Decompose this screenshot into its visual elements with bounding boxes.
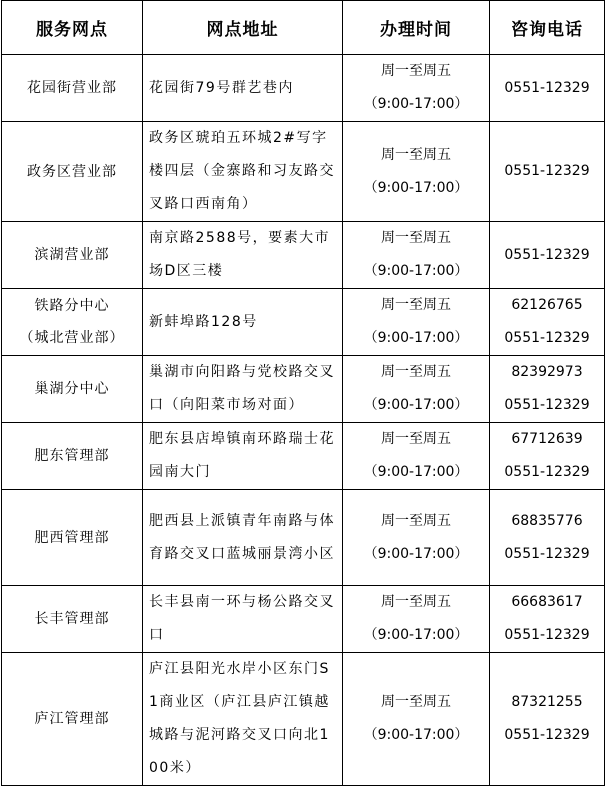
service-hours-line: 周一至周五 [381, 512, 451, 529]
service-hours-line: 周一至周五 [381, 594, 451, 610]
service-hours-line: 周一至周五 [381, 230, 451, 246]
phone-number-line: 0551-12329 [504, 727, 590, 743]
service-hours [343, 55, 490, 122]
phone-number-line: 67712639 [511, 431, 583, 447]
header-address: 网点地址 [143, 1, 343, 55]
header-service-point: 服务网点 [2, 1, 143, 55]
phone-number-line: 66683617 [511, 594, 583, 610]
service-point-name [2, 222, 143, 289]
service-point-name [2, 289, 143, 356]
service-point-name-line: 庐江管理部 [34, 711, 110, 727]
service-point-address: 南京路2588号，要素大市场D区三楼 [143, 222, 343, 289]
service-point-address: 花园街79号群艺巷内 [143, 55, 343, 122]
service-hours [343, 122, 490, 222]
phone-number-line: 0551-12329 [504, 397, 590, 413]
service-point-name-line: （城北营业部） [19, 330, 125, 346]
service-point-name-line: 铁路分中心 [34, 298, 110, 314]
phone-number-line: 0551-12329 [504, 246, 590, 263]
service-point-address: 肥东县店埠镇南环路瑞士花园南大门 [143, 423, 343, 490]
phone-number [490, 222, 605, 289]
service-point-address: 肥西县上派镇青年南路与体育路交叉口蓝城丽景湾小区 [143, 490, 343, 586]
header-row [2, 1, 605, 55]
service-point-name-line: 滨湖营业部 [34, 247, 110, 263]
service-hours-line: （9:00-17:00） [363, 397, 469, 413]
table-row [2, 586, 605, 653]
service-hours-line: （9:00-17:00） [363, 330, 469, 346]
table-row [2, 289, 605, 356]
service-hours-line: （9:00-17:00） [363, 179, 469, 196]
service-hours [343, 289, 490, 356]
service-hours-line: （9:00-17:00） [363, 627, 469, 643]
service-point-name [2, 55, 143, 122]
phone-number-line: 0551-12329 [504, 330, 590, 346]
phone-number-line: 0551-12329 [504, 79, 590, 96]
service-hours-line: （9:00-17:00） [363, 96, 469, 112]
service-hours-line: （9:00-17:00） [363, 727, 469, 743]
service-point-address: 政务区琥珀五环城2#写字楼四层（金寨路和习友路交叉路口西南角） [143, 122, 343, 222]
service-hours [343, 222, 490, 289]
phone-number [490, 55, 605, 122]
phone-number-line: 87321255 [511, 694, 583, 710]
phone-number-line: 0551-12329 [504, 545, 590, 562]
service-point-name [2, 122, 143, 222]
phone-number [490, 653, 605, 786]
phone-number [490, 586, 605, 653]
service-hours-line: 周一至周五 [381, 364, 451, 380]
service-point-address: 新蚌埠路128号 [143, 289, 343, 356]
phone-number [490, 122, 605, 222]
service-hours-line: 周一至周五 [381, 146, 451, 163]
service-hours [343, 356, 490, 423]
service-hours [343, 653, 490, 786]
table-row [2, 356, 605, 423]
table-row [2, 222, 605, 289]
service-hours [343, 490, 490, 586]
phone-number-line: 82392973 [511, 364, 583, 380]
phone-number-line: 68835776 [511, 512, 583, 529]
service-point-address: 庐江县阳光水岸小区东门S1商业区（庐江县庐江镇越城路与泥河路交叉口向北100米） [143, 653, 343, 786]
service-hours-line: 周一至周五 [381, 297, 451, 313]
phone-number-line: 0551-12329 [504, 163, 590, 179]
phone-number [490, 423, 605, 490]
table-row [2, 122, 605, 222]
header-hours: 办理时间 [343, 1, 490, 55]
service-point-name [2, 653, 143, 786]
service-point-address: 巢湖市向阳路与党校路交叉口（向阳菜市场对面） [143, 356, 343, 423]
service-hours-line: （9:00-17:00） [363, 545, 469, 562]
phone-number-line: 0551-12329 [504, 627, 590, 643]
phone-number-line: 62126765 [511, 297, 583, 313]
service-hours-line: 周一至周五 [381, 694, 451, 710]
table-row [2, 490, 605, 586]
service-point-name-line: 肥西管理部 [34, 529, 110, 546]
service-point-name-line: 肥东管理部 [34, 448, 110, 464]
service-hours-line: 周一至周五 [381, 431, 451, 447]
service-point-name-line: 政务区营业部 [27, 163, 117, 180]
service-point-name [2, 356, 143, 423]
service-hours-line: （9:00-17:00） [363, 464, 469, 480]
phone-number-line: 0551-12329 [504, 464, 590, 480]
service-point-name-line: 长丰管理部 [34, 611, 110, 627]
header-phone: 咨询电话 [490, 1, 605, 55]
table-row [2, 653, 605, 786]
phone-number [490, 289, 605, 356]
service-point-name [2, 490, 143, 586]
service-hours-line: 周一至周五 [381, 63, 451, 79]
service-hours [343, 586, 490, 653]
phone-number [490, 490, 605, 586]
service-point-name [2, 423, 143, 490]
phone-number [490, 356, 605, 423]
service-point-name [2, 586, 143, 653]
service-point-address: 长丰县南一环与杨公路交叉口 [143, 586, 343, 653]
service-point-name-line: 花园街营业部 [27, 80, 117, 96]
service-hours-line: （9:00-17:00） [363, 263, 469, 279]
service-hours [343, 423, 490, 490]
table-row [2, 423, 605, 490]
service-points-table [1, 0, 605, 786]
table-row [2, 55, 605, 122]
service-point-name-line: 巢湖分中心 [34, 381, 110, 397]
